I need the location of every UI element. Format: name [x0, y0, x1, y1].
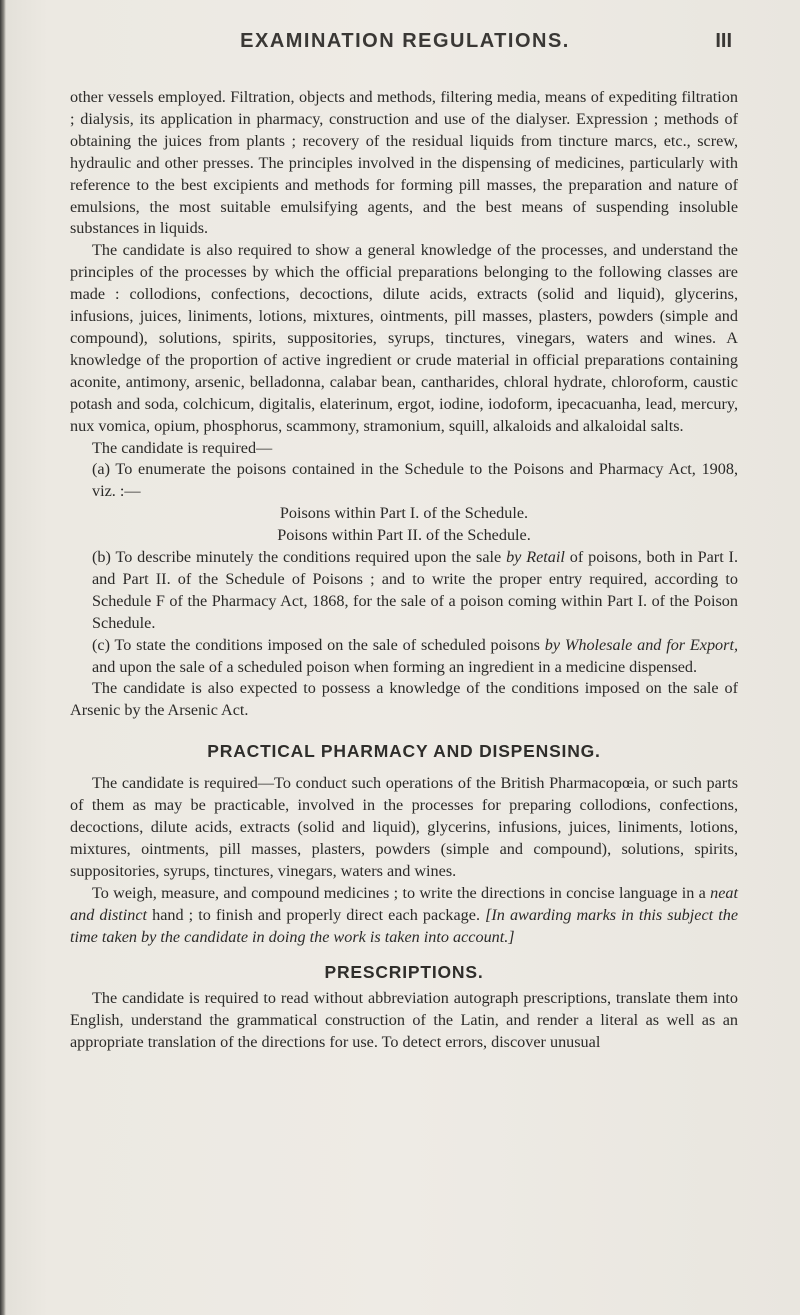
weigh-text: To weigh, measure, and compound medicines ; to write the directions in concise language in a: [92, 883, 711, 902]
paragraph-weigh-measure: [70, 883, 738, 949]
page-header: [70, 30, 740, 60]
page-number: III: [715, 30, 732, 52]
item-c-italic: by Wholesale and for Export,: [544, 635, 738, 654]
paragraph-prescriptions: The candidate is required to read without abbreviation autograph prescriptions, translate them into English, understand the grammatical construction of the Latin, and render a literal as well as an appropriate translation of the directions for use. To detect errors, discover unusual: [70, 989, 738, 1052]
item-a-part-two: Poisons within Part II. of the Schedule.: [277, 526, 531, 545]
weigh-italic-note: [In awarding marks in this subject the time taken by the candidate in doing the work is taken into account.]: [70, 905, 738, 946]
paragraph-arsenic: The candidate is also expected to possess a knowledge of the conditions imposed on the sale of Arsenic by the Arsenic Act.: [70, 679, 738, 720]
paragraph-practical-operations: The candidate is required—To conduct such operations of the British Pharmacopœia, or such parts of them as may be practicable, involved in the processes for preparing collodions, confections, decoctions, dilute acids, extracts (solid and liquid), glycerins, infusions, juices, liniments, lotions, mixtures, ointments, pill masses, plasters, powders (simple and compound), solutions, spirits, suppositories, syrups, tinctures, vinegars, waters and wines.: [70, 774, 738, 880]
item-b-text-rest: of poisons, both in Part I. and Part II. of the Schedule of Poisons ; and to write the proper entry required, according to Schedule F of the Pharmacy Act, 1868, for the sale of a poison coming within Part I. of the Poison Schedule.: [92, 548, 738, 632]
body-text: [70, 87, 738, 1054]
weigh-italic: neat and distinct: [70, 883, 738, 924]
page-binding-edge: [0, 0, 6, 1315]
item-a-part-one: Poisons within Part I. of the Schedule.: [279, 504, 529, 523]
paragraph-general-knowledge: The candidate is also required to show a general knowledge of the processes, and understand the principles of the processes by which the official preparations belonging to the following classes are made : collodions, confections, decoctions, dilute acids, extracts (solid and liquid), glycerins, infusions, juices, liniments, lotions, mixtures, ointments, pill masses, plasters, powders (simple and compound), solutions, spirits, suppositories, syrups, tinctures, vinegars, waters and wines. A knowledge of the proportion of active ingredient or crude material in official preparations containing aconite, antimony, arsenic, belladonna, calabar bean, cantharides, chloral hydrate, chloroform, caustic potash and soda, colchicum, digitalis, elaterinum, ergot, iodine, iodoform, ipecacuanha, lead, mercury, nux vomica, opium, phosphorus, scammony, stramonium, squill, alkaloids and alkaloidal salts.: [70, 241, 738, 435]
running-head: EXAMINATION REGULATIONS.: [240, 30, 570, 52]
section-heading-practical: PRACTICAL PHARMACY AND DISPENSING.: [207, 741, 601, 762]
paragraph-candidate-required: The candidate is required—: [92, 438, 273, 457]
weigh-text-mid: hand ; to finish and properly direct each package.: [147, 905, 486, 924]
item-b-italic: by Retail: [506, 548, 565, 567]
item-c: [70, 635, 738, 679]
item-b-text: (b) To describe minutely the conditions required upon the sale: [92, 548, 507, 567]
item-a: (a) To enumerate the poisons contained in the Schedule to the Poisons and Pharmacy Act, 1908, viz. :—: [92, 460, 738, 501]
item-c-text-rest: and upon the sale of a scheduled poison when forming an ingredient in a medicine dispensed.: [92, 657, 698, 676]
paragraph-filtration: other vessels employed. Filtration, objects and methods, filtering media, means of expediting filtration ; dialysis, its application in pharmacy, construction and use of the dialyser. Expression ; methods of obtaining the juices from plants ; recovery of the residual liquids from tincture marcs, etc., screw, hydraulic and other presses. The principles involved in the dispensing of medicines, particularly with reference to the best excipients and methods for forming pill masses, the preparation and nature of emulsions, the most suitable emulsifying agents, and the best means of suspending insoluble substances in liquids.: [70, 88, 738, 238]
section-heading-prescriptions: PRESCRIPTIONS.: [324, 962, 484, 983]
item-b: [70, 547, 738, 635]
item-c-text: (c) To state the conditions imposed on the sale of scheduled poisons: [92, 635, 545, 654]
